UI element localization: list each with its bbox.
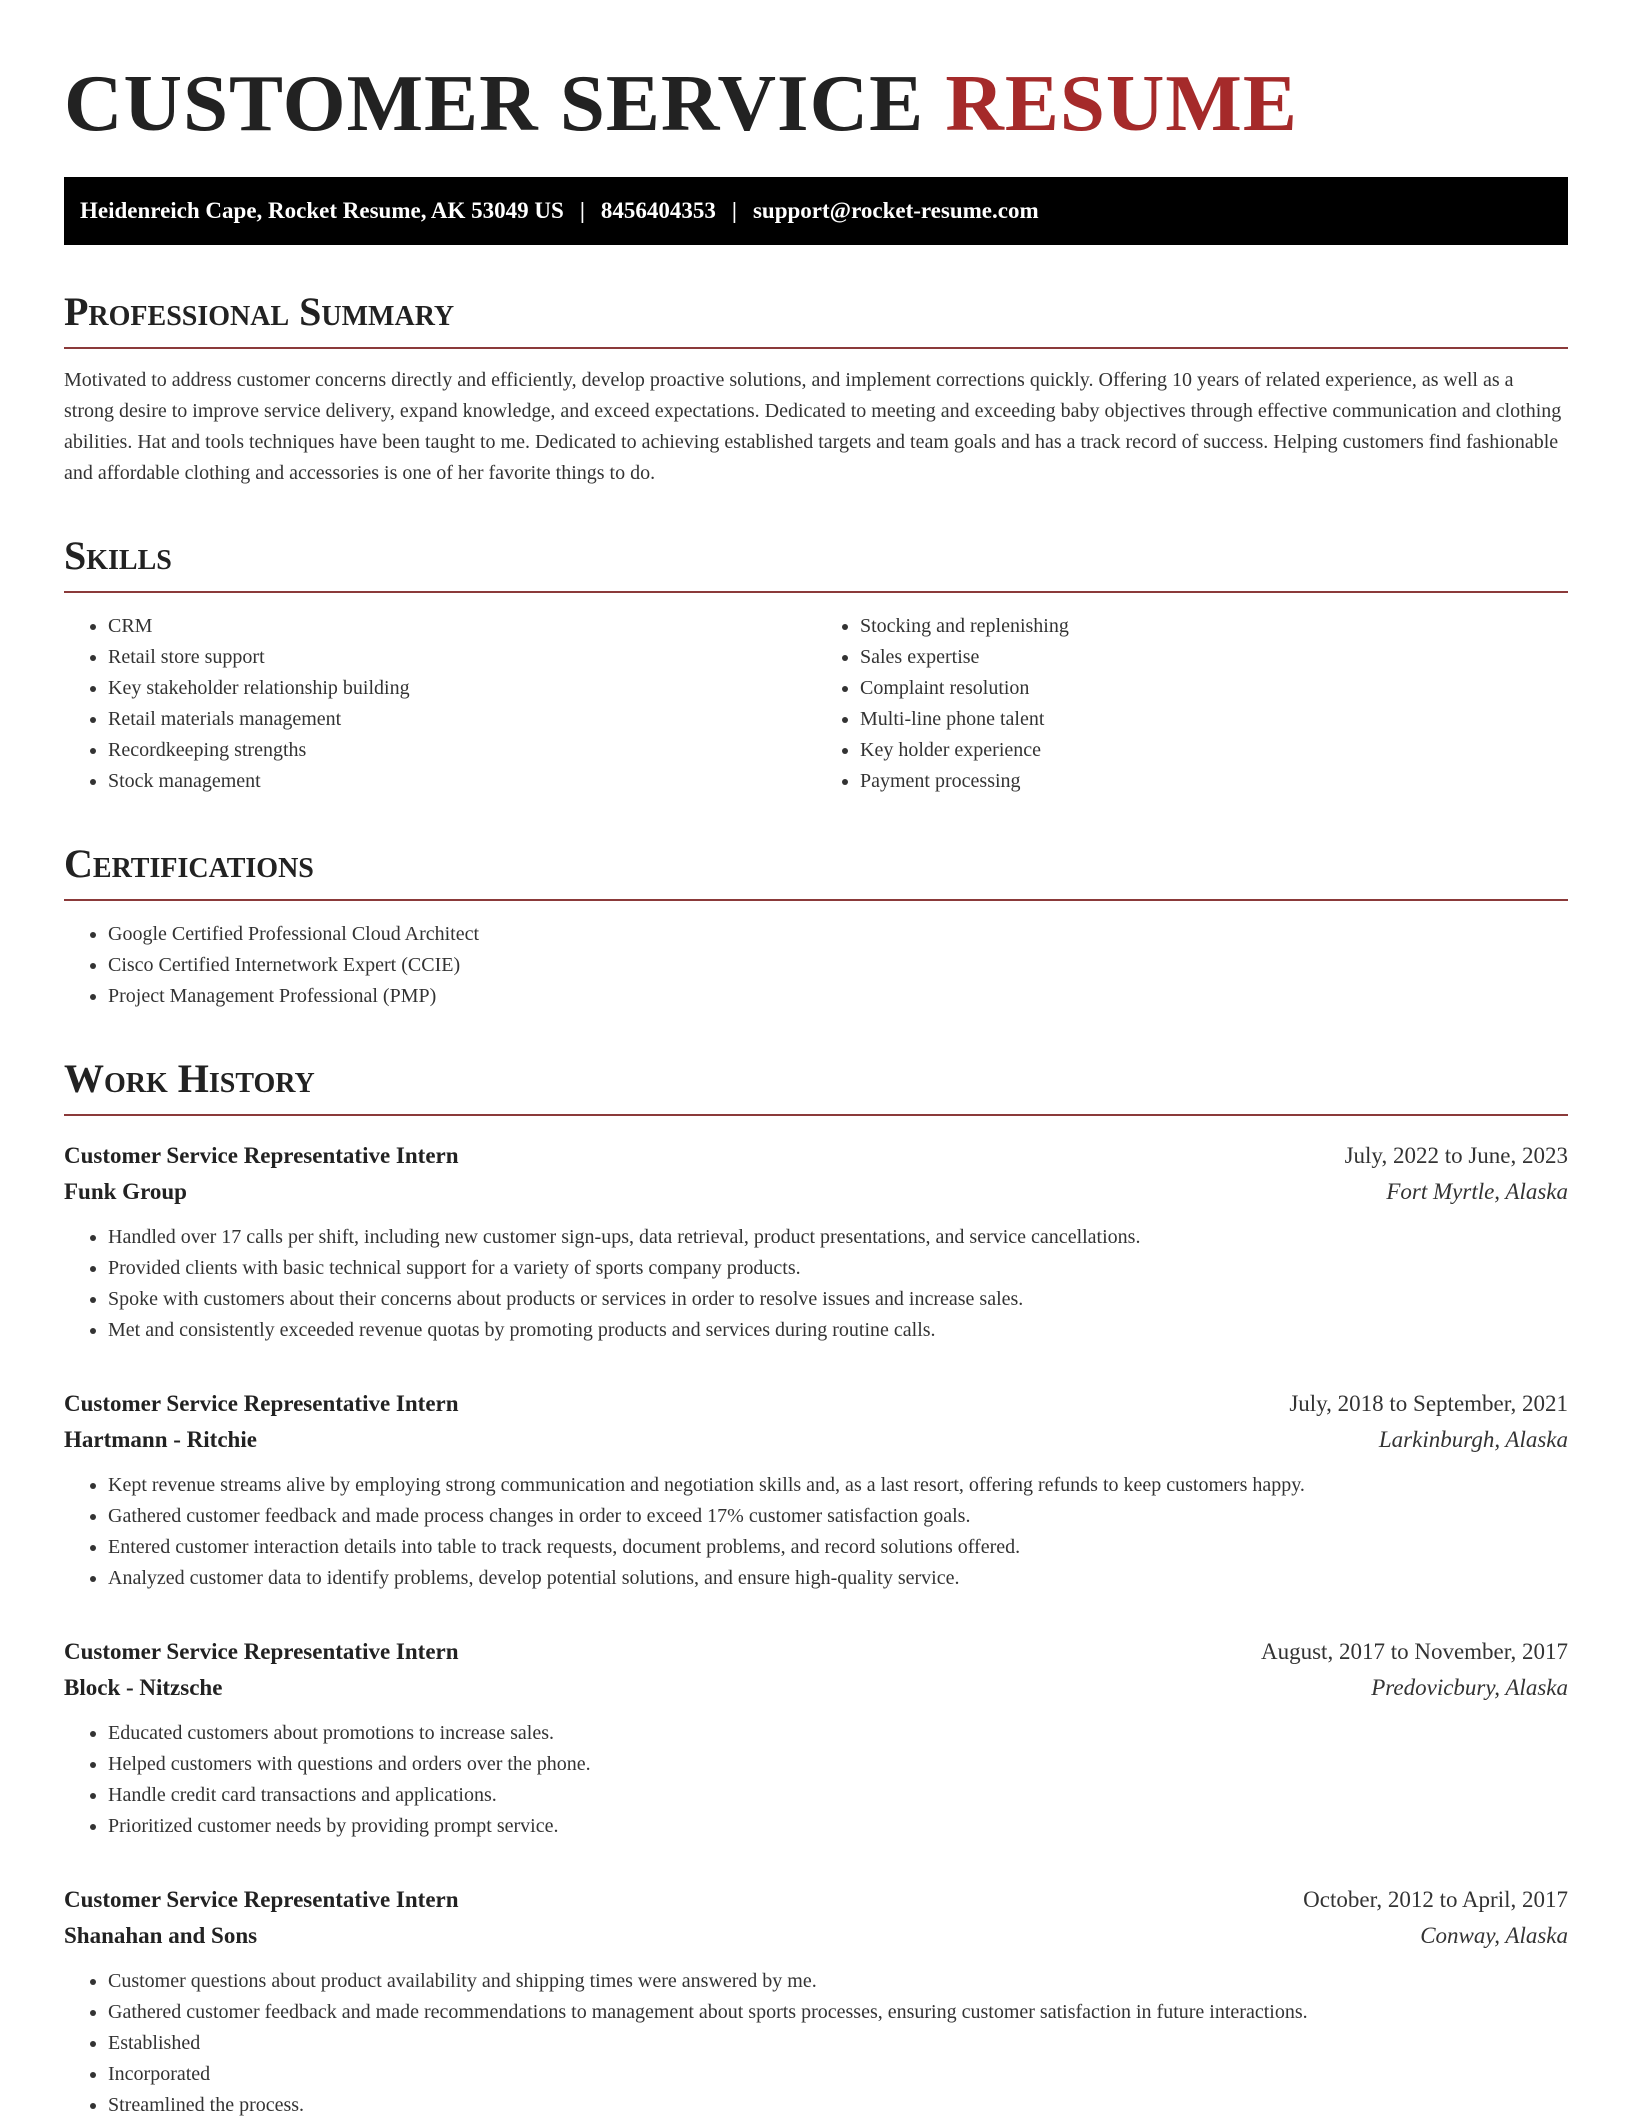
- job-duty-item: • Incorporated: [108, 2059, 1568, 2090]
- job-location: Larkinburgh, Alaska: [1378, 1427, 1568, 1452]
- job-location: Predovicbury, Alaska: [1371, 1675, 1568, 1700]
- skill-item: • Complaint resolution: [860, 673, 1568, 704]
- skill-item: • Stocking and replenishing: [860, 611, 1568, 642]
- skill-item: • CRM: [108, 611, 816, 642]
- skill-item: • Sales expertise: [860, 642, 1568, 673]
- job-duty-item: • Met and consistently exceeded revenue quotas by promoting products and services during routine calls.: [108, 1315, 1568, 1346]
- job-company-row: [64, 1670, 1568, 1706]
- job-duties-list: [64, 1222, 1568, 1346]
- certifications-heading: Certifications: [64, 841, 1568, 901]
- skill-item: • Retail materials management: [108, 704, 816, 735]
- certifications-section: [64, 841, 1568, 1012]
- contact-separator: |: [731, 198, 737, 223]
- skill-item: • Key holder experience: [860, 735, 1568, 766]
- job-duty-item: • Streamlined the process.: [108, 2090, 1568, 2121]
- resume-title-main: CUSTOMER SERVICE: [64, 58, 925, 148]
- job-duties-list: [64, 1966, 1568, 2121]
- job-title: Customer Service Representative Intern: [64, 1143, 459, 1168]
- job-duty-item: • Kept revenue streams alive by employing strong communication and negotiation skills and, as a last resort, offering refunds to keep customers happy.: [108, 1470, 1568, 1501]
- skills-list-left: [64, 611, 816, 797]
- job-company-row: [64, 1918, 1568, 1954]
- skill-item: • Retail store support: [108, 642, 816, 673]
- job-location: Fort Myrtle, Alaska: [1386, 1179, 1568, 1204]
- skills-list-right: [816, 611, 1568, 797]
- contact-email: support@rocket-resume.com: [752, 198, 1039, 223]
- contact-address: Heidenreich Cape, Rocket Resume, AK 53049 US: [80, 198, 564, 223]
- job-dates: October, 2012 to April, 2017: [1303, 1887, 1568, 1912]
- job-company: Hartmann - Ritchie: [64, 1427, 257, 1452]
- job-header-row: [64, 1882, 1568, 1918]
- job-entry: [64, 1138, 1568, 1346]
- skills-heading: Skills: [64, 533, 1568, 593]
- skill-item: • Payment processing: [860, 766, 1568, 797]
- contact-bar: [64, 177, 1568, 245]
- job-dates: July, 2022 to June, 2023: [1344, 1143, 1568, 1168]
- job-duties-list: [64, 1718, 1568, 1842]
- contact-separator: |: [579, 198, 585, 223]
- job-title: Customer Service Representative Intern: [64, 1639, 459, 1664]
- job-duty-item: • Spoke with customers about their concerns about products or services in order to resolve issues and increase sales.: [108, 1284, 1568, 1315]
- job-duty-item: • Gathered customer feedback and made recommendations to management about sports processes, ensuring customer satisfaction in future interactions.: [108, 1997, 1568, 2028]
- skills-grid: [64, 611, 1568, 797]
- job-duty-item: • Analyzed customer data to identify problems, develop potential solutions, and ensure high-quality service.: [108, 1563, 1568, 1594]
- job-duty-item: • Handled over 17 calls per shift, including new customer sign-ups, data retrieval, product presentations, and service cancellations.: [108, 1222, 1568, 1253]
- skill-item: • Stock management: [108, 766, 816, 797]
- certification-item: • Google Certified Professional Cloud Architect: [108, 919, 1568, 950]
- job-company: Funk Group: [64, 1179, 187, 1204]
- job-duty-item: • Provided clients with basic technical support for a variety of sports company products.: [108, 1253, 1568, 1284]
- job-duty-item: • Entered customer interaction details into table to track requests, document problems, and record solutions offered.: [108, 1532, 1568, 1563]
- summary-section: [64, 289, 1568, 489]
- certification-item: • Cisco Certified Internetwork Expert (CCIE): [108, 950, 1568, 981]
- job-header-row: [64, 1138, 1568, 1174]
- job-duty-item: • Handle credit card transactions and applications.: [108, 1780, 1568, 1811]
- contact-phone: 8456404353: [600, 198, 716, 223]
- job-duty-item: • Prioritized customer needs by providing prompt service.: [108, 1811, 1568, 1842]
- job-duty-item: • Helped customers with questions and orders over the phone.: [108, 1749, 1568, 1780]
- job-entry: [64, 1386, 1568, 1594]
- skills-section: [64, 533, 1568, 797]
- resume-title: [64, 58, 1568, 148]
- job-company-row: [64, 1422, 1568, 1458]
- job-duty-item: • Established: [108, 2028, 1568, 2059]
- job-title: Customer Service Representative Intern: [64, 1391, 459, 1416]
- summary-text: Motivated to address customer concerns directly and efficiently, develop proactive solutions, and implement corrections quickly. Offering 10 years of related experience, as well as a strong desire to improve service delivery, expand knowledge, and exceed expectations. Dedicated to meeting and exceeding baby objectives through effective communication and clothing abilities. Hat and tools techniques have been taught to me. Dedicated to achieving established targets and team goals and has a track record of success. Helping customers find fashionable and affordable clothing and accessories is one of her favorite things to do.: [64, 369, 1562, 484]
- job-entry: [64, 1882, 1568, 2121]
- job-company-row: [64, 1174, 1568, 1210]
- job-duty-item: • Gathered customer feedback and made process changes in order to exceed 17% customer satisfaction goals.: [108, 1501, 1568, 1532]
- job-dates: July, 2018 to September, 2021: [1289, 1391, 1568, 1416]
- job-company: Shanahan and Sons: [64, 1923, 258, 1948]
- summary-heading: Professional Summary: [64, 289, 1568, 349]
- certifications-list: [64, 919, 1568, 1012]
- job-title: Customer Service Representative Intern: [64, 1887, 459, 1912]
- job-location: Conway, Alaska: [1420, 1923, 1568, 1948]
- job-list: [64, 1138, 1568, 2121]
- work-history-heading: Work History: [64, 1056, 1568, 1116]
- skill-item: • Recordkeeping strengths: [108, 735, 816, 766]
- job-duty-item: • Customer questions about product availability and shipping times were answered by me.: [108, 1966, 1568, 1997]
- job-header-row: [64, 1634, 1568, 1670]
- skill-item: • Multi-line phone talent: [860, 704, 1568, 735]
- work-history-section: [64, 1056, 1568, 2121]
- skill-item: • Key stakeholder relationship building: [108, 673, 816, 704]
- certification-item: • Project Management Professional (PMP): [108, 981, 1568, 1012]
- job-company: Block - Nitzsche: [64, 1675, 223, 1700]
- job-duties-list: [64, 1470, 1568, 1594]
- resume-title-accent: RESUME: [945, 58, 1298, 148]
- job-dates: August, 2017 to November, 2017: [1261, 1639, 1568, 1664]
- job-header-row: [64, 1386, 1568, 1422]
- job-duty-item: • Educated customers about promotions to increase sales.: [108, 1718, 1568, 1749]
- job-entry: [64, 1634, 1568, 1842]
